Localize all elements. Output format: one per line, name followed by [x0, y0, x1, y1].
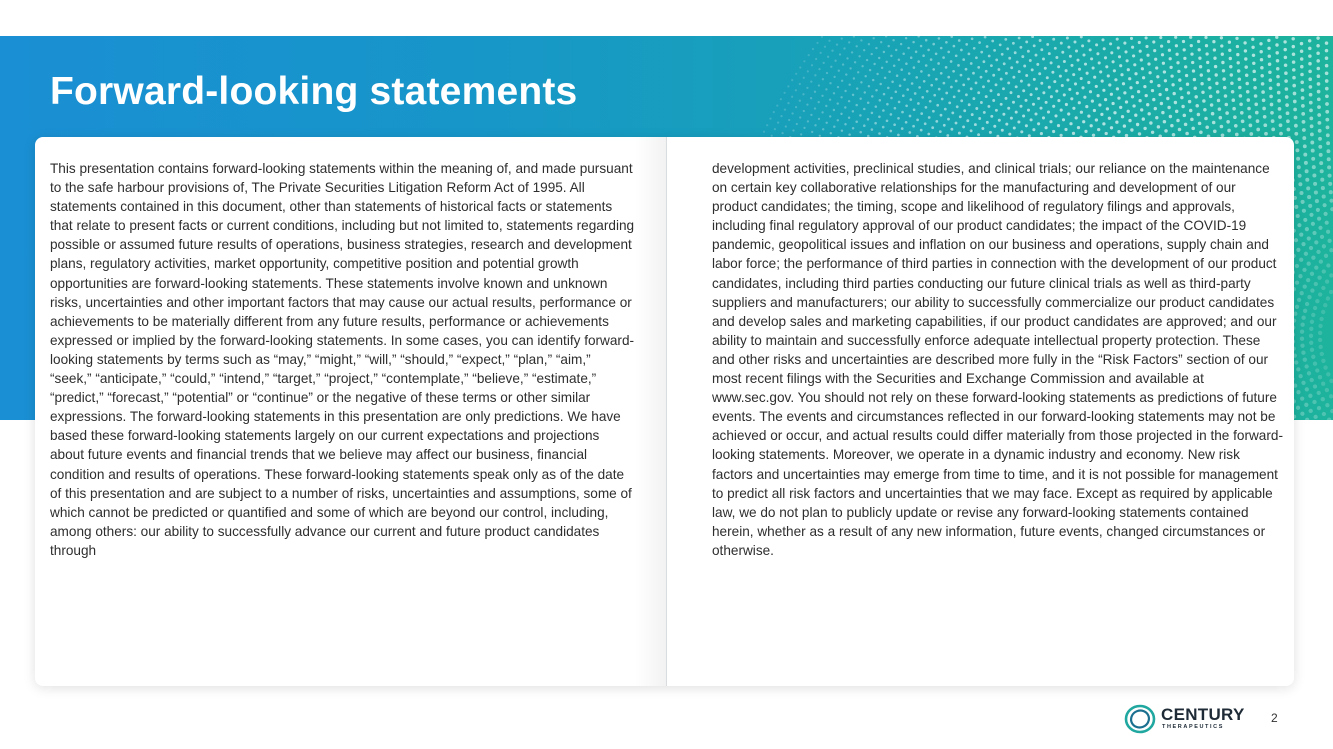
column-divider: [666, 137, 667, 686]
page-fold-shadow: [635, 137, 666, 686]
page-title: Forward-looking statements: [50, 70, 578, 113]
content-card: [35, 137, 1294, 686]
logo-subtitle: THERAPEUTICS: [1162, 724, 1224, 730]
right-column-text: development activities, preclinical studies, and clinical trials; our reliance on the maintenance on certain key collaborative relationships for the manufacturing and development of our product candidates; the timing, scope and likelihood of regulatory filings and approvals, including final regulatory approval of our product candidates; the impact of the COVID-19 pandemic, geopolitical issues and inflation on our business and operations, supply chain and labor force; the performance of third parties in connection with the development of our product candidates, including third parties conducting our future clinical trials as well as third-party suppliers and manufacturers; our ability to successfully commercialize our product candidates and develop sales and marketing capabilities, if our product candidates are approved; and our ability to maintain and successfully enforce adequate intellectual property protection. These and other risks and uncertainties are described more fully in the “Risk Factors” section of our most recent filings with the Securities and Exchange Commission and available at www.sec.gov. You should not rely on these forward-looking statements as predictions of future events. The events and circumstances reflected in our forward-looking statements may not be achieved or occur, and actual results could differ materially from those projected in the forward-looking statements. Moreover, we operate in a dynamic industry and economy. New risk factors and uncertainties may emerge from time to time, and it is not possible for management to predict all risk factors and uncertainties that we may face. Except as required by applicable law, we do not plan to publicly update or revise any forward-looking statements contained herein, whether as a result of any new information, future events, changed circumstances or otherwise.: [712, 161, 1283, 558]
page-number: 2: [1271, 711, 1278, 725]
century-logo: [1124, 703, 1254, 735]
logo-name: CENTURY: [1161, 705, 1245, 724]
left-column-text: This presentation contains forward-looking statements within the meaning of, and made pursuant to the safe harbour provisions of, The Private Securities Litigation Reform Act of 1995. All statements contained in this document, other than statements of historical facts or statements that relate to present facts or current conditions, including but not limited to, statements regarding possible or assumed future results of operations, business strategies, research and development plans, regulatory activities, market opportunity, competitive position and potential growth opportunities are forward-looking statements. These statements involve known and unknown risks, uncertainties and other important factors that may cause our actual results, performance or achievements to be materially different from any future results, performance or achievements expressed or implied by the forward-looking statements. In some cases, you can identify forward-looking statements by terms such as “may,” “might,” “will,” “should,” “expect,” “plan,” “aim,” “seek,” “anticipate,” “could,” “intend,” “target,” “project,” “contemplate,” “believe,” “estimate,” “predict,” “forecast,” “potential” or “continue” or the negative of these terms or other similar expressions. The forward-looking statements in this presentation are only predictions. We have based these forward-looking statements largely on our current expectations and projections about future events and financial trends that we believe may affect our business, financial condition and results of operations. These forward-looking statements speak only as of the date of this presentation and are subject to a number of risks, uncertainties and assumptions, some of which cannot be predicted or quantified and some of which are beyond our control, including, among others: our ability to successfully advance our current and future product candidates through: [50, 161, 635, 558]
century-ring-logo-icon: [1124, 703, 1156, 735]
